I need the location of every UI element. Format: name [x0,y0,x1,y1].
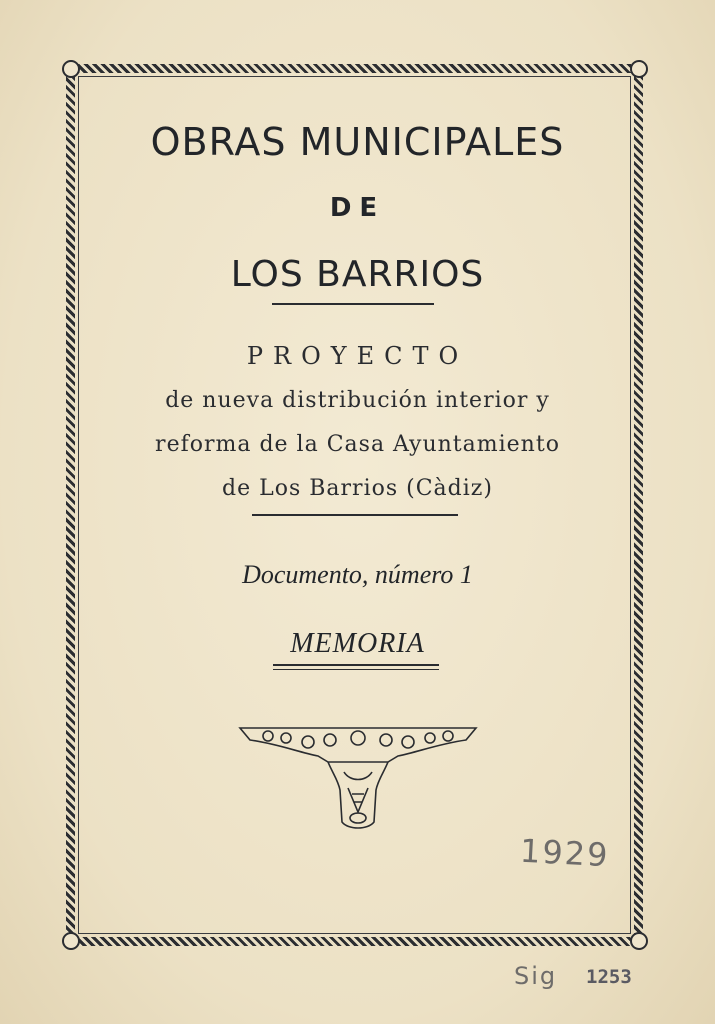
floral-ornament [238,722,478,832]
section-underline-secondary [273,669,439,670]
catalog-number-stamp: 1253 [586,966,632,988]
title-line-2: DE [329,193,386,223]
project-description-line: de nueva distribución interior y [165,388,550,413]
title-line-3: LOS BARRIOS [230,254,485,295]
border-corner-ornament [630,932,648,950]
project-divider [252,514,458,516]
project-label: PROYECTO [246,342,469,370]
border-corner-ornament [62,60,80,78]
document-number: Documento, número 1 [242,560,473,589]
section-underline [273,664,439,666]
border-corner-ornament [62,932,80,950]
section-title: MEMORIA [290,628,425,659]
title-divider [272,303,434,305]
handwritten-signature-label: Sig [514,962,558,990]
project-description-line: de Los Barrios (Càdiz) [222,476,493,501]
handwritten-year: 1929 [519,831,611,875]
border-corner-ornament [630,60,648,78]
project-description-line: reforma de la Casa Ayuntamiento [155,432,560,457]
title-line-1: OBRAS MUNICIPALES [150,120,565,164]
